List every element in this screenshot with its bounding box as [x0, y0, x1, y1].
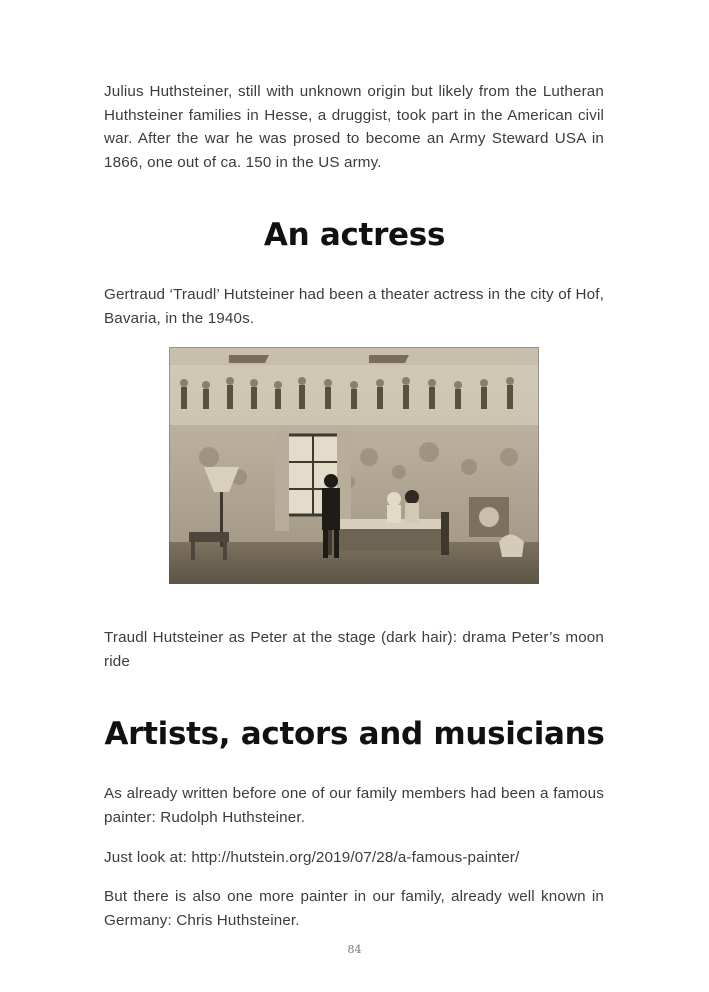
painter-more-paragraph: But there is also one more painter in our family, already well known in Germany: Chris Huthsteiner. — [104, 888, 604, 929]
theater-stage-photo — [169, 347, 539, 584]
intro-paragraph: Julius Huthsteiner, still with unknown origin but likely from the Lutheran Huthsteiner families in Hesse, a druggist, took part in the American civil war. After the war he was prosed to become an Army Steward USA in 1866, one out of ca. 150 in the US army. — [104, 83, 604, 171]
page-number: 84 — [347, 943, 362, 956]
link-paragraph: Just look at: http://hutstein.org/2019/07/28/a-famous-painter/ — [104, 849, 520, 866]
painter-intro-paragraph: As already written before one of our family members had been a famous painter: Rudolph Huthsteiner. — [104, 785, 604, 826]
photo-caption: Traudl Hutsteiner as Peter at the stage (dark hair): drama Peter’s moon ride — [104, 629, 604, 670]
artists-heading: Artists, actors and musicians — [104, 716, 605, 752]
actress-heading: An actress — [263, 217, 446, 253]
actress-paragraph: Gertraud ‘Traudl’ Hutsteiner had been a theater actress in the city of Hof, Bavaria, in the 1940s. — [104, 286, 604, 327]
